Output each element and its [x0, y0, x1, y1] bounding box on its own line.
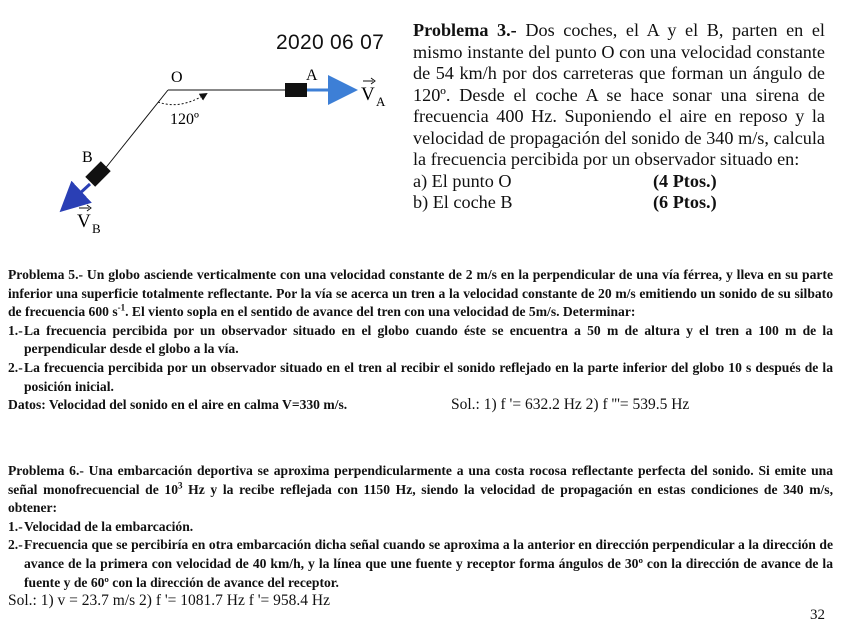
car-a	[285, 83, 307, 97]
angle-label: 120º	[170, 111, 199, 128]
list-item	[8, 518, 833, 537]
problem-5-statement	[8, 266, 833, 322]
list-item-text: Frecuencia que se percibiría en otra embarcación dicha señal cuando se aproxima a la anterior en dirección perpendicular a la dirección de avance de la primera con velocidad de 40 km/h, y la línea que une fuente y receptor forma ángulos de 30º con la dirección de avance de la fuente y de 60º con la dirección de avance del receptor.	[24, 537, 833, 590]
list-item-number: 2.-	[8, 537, 23, 553]
problem-5-data-row	[8, 396, 833, 415]
problem-5-text-a: Problema 5.- Un globo asciende verticalmente con una velocidad constante de 2 m/s en la perpendicular de una vía férrea, y lleva en su parte inferior una superficie totalmente reflectante. Por la vía se acerca un tren a la velocidad constante de 20 m/s emitiendo un sonido de su silbato de frecuencia 600 s	[8, 267, 833, 320]
problem-3-item-b	[413, 192, 825, 214]
problem-5-datos: Datos: Velocidad del sonido en el aire en calma V=330 m/s.	[8, 397, 348, 413]
svg-text:V: V	[361, 84, 375, 105]
va-label	[361, 78, 386, 109]
svg-text:B: B	[92, 221, 101, 236]
list-item-text: La frecuencia percibida por un observador situado en el tren al recibir el sonido reflejado en la parte inferior del globo 10 s después de la posición inicial.	[24, 359, 833, 394]
problem-3-statement	[413, 20, 825, 171]
list-item-number: 1.-	[8, 518, 23, 534]
date-label: 2020 06 07	[276, 31, 385, 54]
list-item-number: 1.-	[8, 322, 23, 338]
problem-3	[413, 20, 825, 214]
point-o-label: O	[171, 69, 183, 86]
problem-5	[8, 266, 833, 415]
problem-6	[8, 462, 833, 611]
list-item-text: Velocidad de la embarcación.	[24, 518, 194, 534]
item-points: (6 Ptos.)	[653, 192, 717, 212]
problem-6-text-b: Hz y la recibe reflejada con 1150 Hz, siendo la velocidad de propagación en estas condiciones de 340 m/s, obtener:	[8, 481, 833, 516]
velocity-b-arrow	[64, 184, 90, 208]
car-a-label: A	[306, 67, 318, 84]
problem-5-text-b: . El viento sopla en el sentido de avance del tren con una velocidad de 5m/s. Determinar:	[125, 304, 636, 320]
list-item	[8, 322, 833, 359]
item-label: a) El punto O	[413, 170, 512, 191]
list-item	[8, 359, 833, 396]
car-b-label: B	[82, 149, 93, 166]
svg-text:V: V	[77, 211, 91, 232]
problem-5-sup: -1	[117, 302, 126, 313]
list-item	[8, 536, 833, 592]
page-number: 32	[810, 607, 825, 623]
problem-3-item-a	[413, 171, 825, 193]
item-points: (4 Ptos.)	[653, 170, 717, 191]
item-label: b) El coche B	[413, 192, 513, 212]
problem-6-statement	[8, 462, 833, 518]
problem-3-title: Problema 3.-	[413, 20, 517, 40]
problem-3-text: Dos coches, el A y el B, parten en el mismo instante del punto O con una velocidad constante de 54 km/h por dos carreteras que forman un ángulo de 120º. Desde el coche A se hace sonar una sirena de frecuencia 400 Hz. Suponiendo el aire en reposo y la velocidad de propagación del sonido de 340 m/s, calcula la frecuencia percibida por un observador situado en:	[413, 20, 825, 169]
angle-arc	[158, 94, 206, 105]
svg-text:A: A	[376, 94, 386, 109]
problem-5-solution: Sol.: 1) f '= 632.2 Hz 2) f '''= 539.5 Hz	[451, 396, 690, 414]
problem-6-solution: Sol.: 1) v = 23.7 m/s 2) f '= 1081.7 Hz f '= 958.4 Hz	[8, 592, 330, 610]
problem-6-sup: 3	[178, 480, 183, 491]
list-item-number: 2.-	[8, 359, 23, 375]
vb-label	[77, 205, 101, 236]
problem-6-text-a: Problema 6.- Una embarcación deportiva se aproxima perpendicularmente a una costa rocosa reflectante perfecta del sonido. Si emite una señal monofrecuencial de 10	[8, 463, 833, 497]
velocity-diagram	[40, 60, 410, 250]
list-item-text: La frecuencia percibida por un observador situado en el globo cuando éste se encuentra a 50 m de altura y el tren a 100 m de la perpendicular desde el globo a la vía.	[24, 322, 833, 357]
